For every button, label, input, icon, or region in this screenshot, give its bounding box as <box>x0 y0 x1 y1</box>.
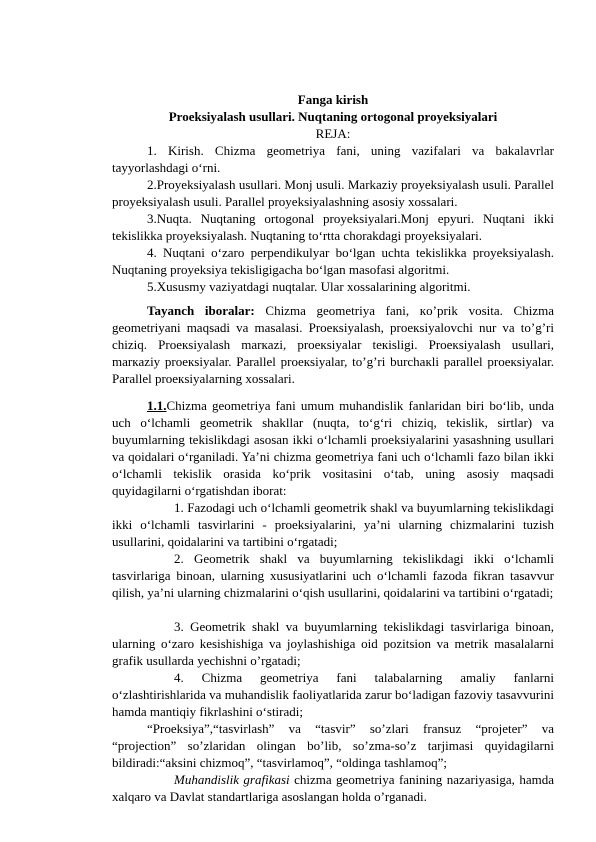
keywords-text: Chizma geometriya fani, кo’prik vosita. Chizma geometriyani maqsadi va masalasi. Proeкsiyalash, proeкsiyalovchi nur va to’g’ri chiziq. Proeкsiyalash marкazi, proeкsiyalar teкisligi. Proeкsiyalash usullari, marкaziy proeкsiyalar. Parallel proeкsiyalar, to’g’ri burchaкli parallel proeкsiyalar. Parallel proeкsiyalarning xossalari. <box>112 303 554 386</box>
section-number: 1.1. <box>147 398 167 413</box>
final-italic-term: Muhandislik grafikasi <box>174 772 290 787</box>
plan-item-5: 5.Xususmy vaziyatdagi nuqtalar. Ular xossalarining algoritmi. <box>147 279 471 294</box>
plan-label: REJA: <box>315 126 351 141</box>
keywords-paragraph <box>112 302 554 387</box>
final-text: chizma geometriya fanining nazariyasiga, hamda xalqaro va Davlat standartlariga asoslangan holda o’rganadi. <box>112 772 554 804</box>
keywords-label: Tayanch iboralar: <box>147 303 255 318</box>
final-paragraph <box>112 771 554 805</box>
plan-item-1: 1. Kirish. Chizma geometriya fani, uning vazifalari va bakalavrlar tayyorlashdagi o‘rni. <box>112 143 554 175</box>
plan-item-4: 4. Nuqtani o‘zaro perpendikulyar bo‘lgan uchta tekislikka proyeksiyalash. Nuqtaning proyeksiya tekisligigacha bo‘lgan masofasi algoritmi. <box>112 245 554 277</box>
document-title: Fanga kirish <box>297 92 369 107</box>
document-subtitle: Proeksiyalash usullari. Nuqtaning ortogonal proyeksiyalari <box>168 109 498 124</box>
plan-item-3: 3.Nuqta. Nuqtaning ortogonal proyeksiyalari.Monj epyuri. Nuqtani ikki tekislikka proyeksiyalash. Nuqtaning to‘rtta chorakdagi proyeksiyalari. <box>112 211 554 243</box>
terms-paragraph: “Proeksiya”,“tasvirlash” va “tasvir” so’zlari fransuz “projeter” va “projection” so’zlaridan olingan bo’lib, so’zma-so’z tarjimasi quyidagilarni bildiradi:“aksini chizmoq”, “tasvirlamoq”, “oldinga tashlamoq”; <box>112 721 554 770</box>
section-paragraph <box>112 397 554 499</box>
section-text: Chizma geometriya fani umum muhandislik fanlaridan biri bo‘lib, unda uch o‘lchamli geometrik shakllar (nuqta, to‘g‘ri chiziq, tekislik, sirtlar) va buyumlarning tekislikdagi asosan ikki o‘lchamli proeksiyalarini yasashning usullari va qoidalari o‘rganiladi. Ya’ni chizma geometriya fani uch o‘lchamli fazo bilan ikki o‘lchamli tekislik orasida ko‘prik vositasini o‘tab, uning asosiy maqsadi quyidagilarni o‘rgatishdan iborat: <box>112 398 554 498</box>
goal-item-2: 2. Geometrik shakl va buyumlarning tekislikdagi ikki o‘lchamli tasvirlariga binoan, ularning xususiyatlarini uch o‘lchamli fazoda fikran tasavvur qilish, ya’ni ularning chizmalarini o‘qish usullarini, qoidalarini va tartibini o‘rgatadi; <box>112 551 554 600</box>
goal-item-3: 3. Geometrik shakl va buyumlarning tekislikdagi tasvirlariga binoan, ularning o‘zaro kesishishiga va joylashishiga oid pozitsion va metrik masalalarni grafik usullarda yechishni o’rgatadi; <box>112 619 554 668</box>
goal-item-1: 1. Fazodagi uch o‘lchamli geometrik shakl va buyumlarning tekislikdagi ikki o‘lchamli tasvirlarini - proeksiyalarini, ya’ni ularning chizmalarini tuzish usullarini, qoidalarini va tartibini o‘rgatadi; <box>112 500 554 549</box>
plan-item-2: 2.Proyeksiyalash usullari. Monj usuli. Markaziy proyeksiyalash usuli. Parallel proyeksiyalash usuli. Parallel proyeksiyalashning asosiy xossalari. <box>112 177 554 209</box>
goal-item-4: 4. Chizma geometriya fani talabalarning amaliy fanlarni o‘zlashtirishlarida va muhandislik faoliyatlarida zarur bo‘ladigan fazoviy tasavvurini hamda mantiqiy fikrlashini o‘stiradi; <box>112 670 554 719</box>
